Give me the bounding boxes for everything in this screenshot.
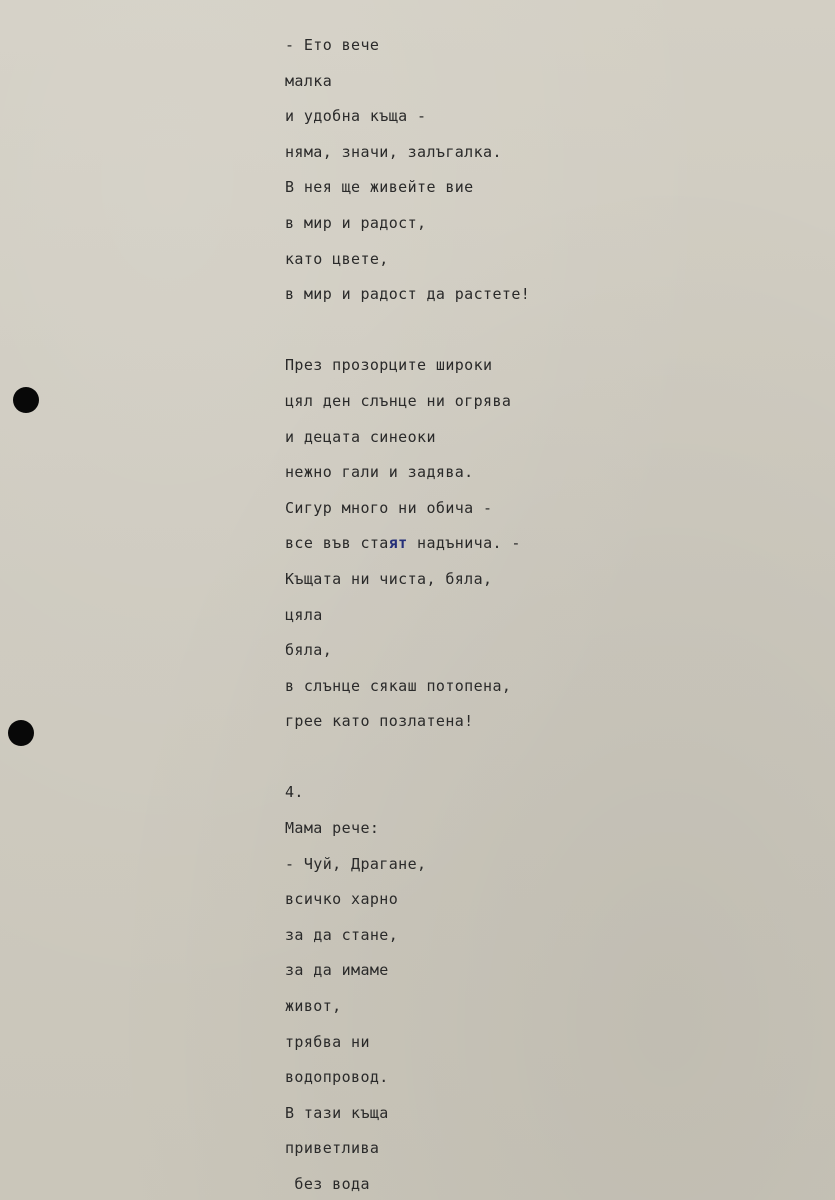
poem-line: малка xyxy=(285,71,333,90)
poem-line: всичко харно xyxy=(285,890,399,909)
poem-line: - Ето вече xyxy=(285,36,380,54)
punch-hole xyxy=(8,720,34,746)
poem-line: като цвете, xyxy=(285,249,389,268)
poem-line: в мир и радост да растете! xyxy=(285,285,531,304)
poem-line: водопровод. xyxy=(285,1068,389,1087)
line-part: надънича. - xyxy=(407,534,521,553)
poem-line: цял ден слънце ни огрява xyxy=(285,391,512,410)
poem-line: няма, значи, залъгалка. xyxy=(285,142,502,161)
poem-line: Къщата ни чиста, бяла, xyxy=(285,569,493,588)
poem-line: приветлива xyxy=(285,1139,380,1158)
poem-line: Сигур много ни обича - xyxy=(285,498,493,517)
poem-line: грее като позлатена! xyxy=(285,712,474,731)
poem-line: цяла xyxy=(285,605,323,624)
poem-line: и удобна къща - xyxy=(285,107,427,126)
stanza-break xyxy=(285,746,805,782)
poem-line: През прозорците широки xyxy=(285,356,493,375)
poem-line: Мама рече: xyxy=(285,819,380,838)
poem-line: и децата синеоки xyxy=(285,427,436,446)
poem-line: В нея ще живейте вие xyxy=(285,178,474,197)
poem-line: за да имаме xyxy=(285,961,389,980)
section-number: 4. xyxy=(285,783,304,802)
stanza-break xyxy=(285,319,805,355)
poem-line-with-correction xyxy=(285,532,805,568)
line-part: все във ста xyxy=(285,534,389,553)
poem-line: в мир и радост, xyxy=(285,213,427,232)
poem-line: нежно гали и задява. xyxy=(285,463,474,482)
poem-line: В тази къща xyxy=(285,1103,389,1122)
poem-line: - Чуй, Драгане, xyxy=(285,854,427,873)
handwritten-correction: ят xyxy=(388,534,408,553)
poem-line: без вода xyxy=(285,1175,370,1193)
poem-line: живот, xyxy=(285,997,342,1016)
poem-line: в слънце сякаш потопена, xyxy=(285,676,512,695)
poem-line: трябва ни xyxy=(285,1032,370,1051)
poem-line: бяла, xyxy=(285,641,333,660)
punch-hole xyxy=(13,387,39,413)
poem-text xyxy=(285,34,805,1200)
poem-line: за да стане, xyxy=(285,925,399,944)
